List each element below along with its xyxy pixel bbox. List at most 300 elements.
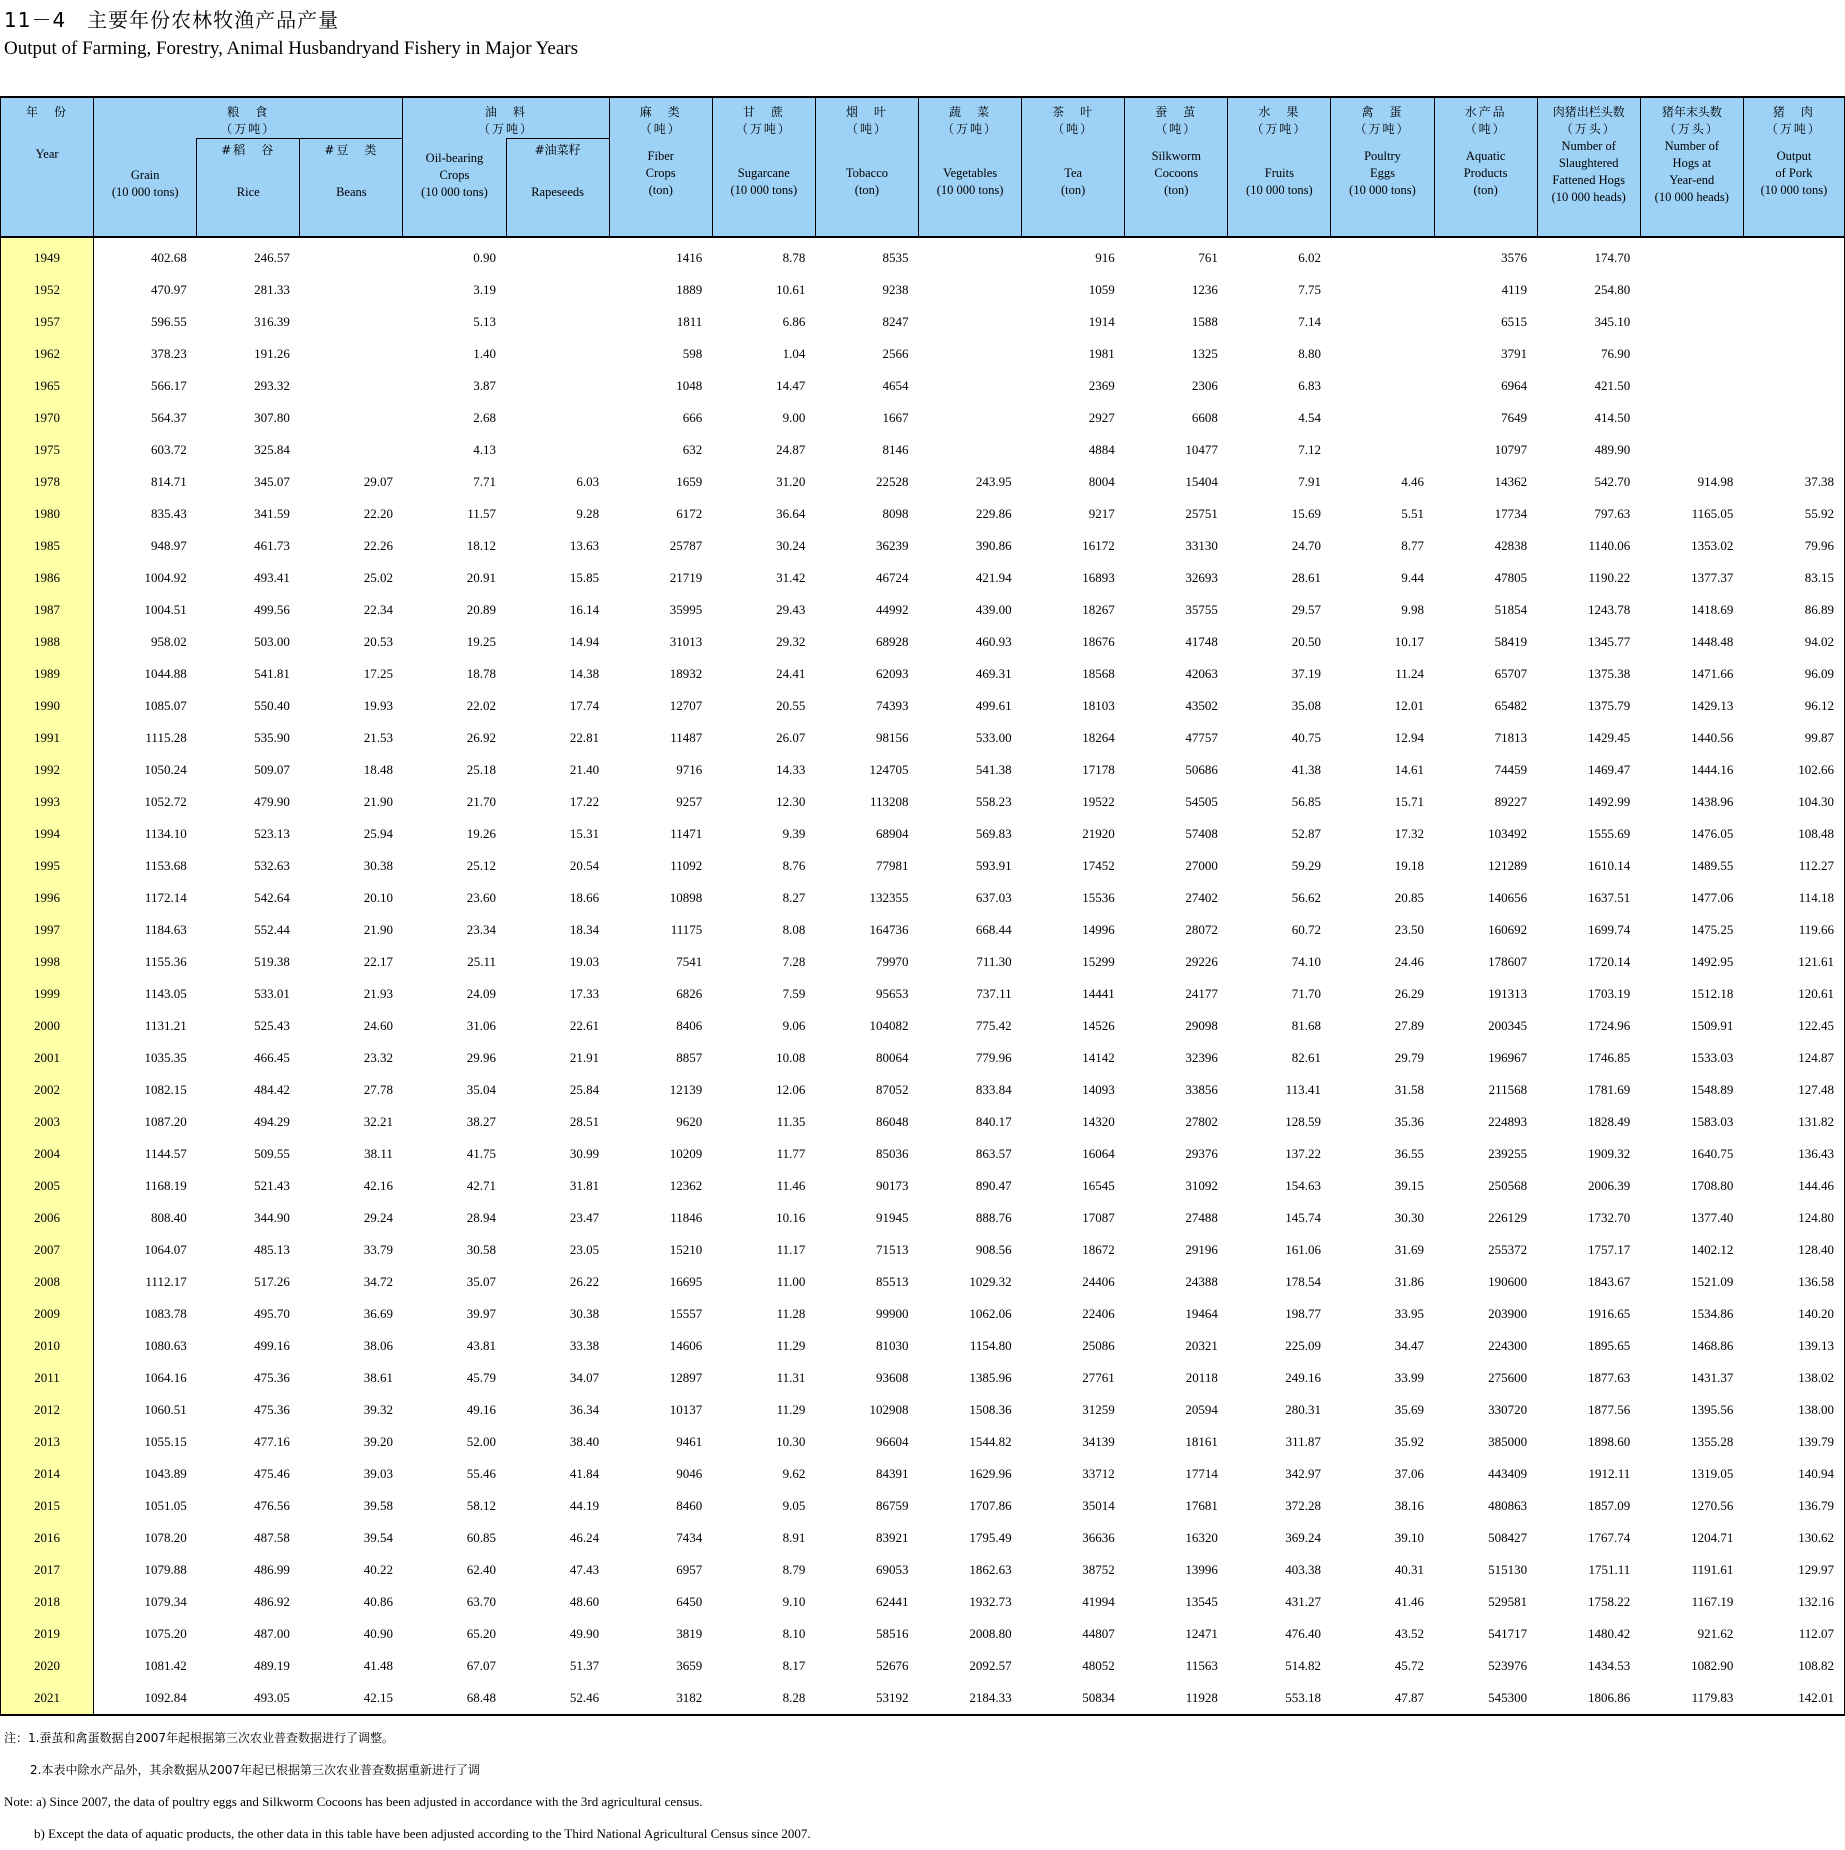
value-cell — [1331, 274, 1434, 306]
value-cell: 65.20 — [466, 1626, 497, 1641]
value-cell: 1048 — [676, 378, 703, 393]
value-cell: 39.10 — [1394, 1530, 1425, 1545]
value-cell: 6.83 — [1298, 378, 1321, 393]
value-cell: 28.94 — [466, 1210, 497, 1225]
year-cell: 1965 — [1, 370, 94, 402]
value-cell: 2092.57 — [969, 1658, 1012, 1673]
value-cell: 31.86 — [1394, 1274, 1425, 1289]
header-grain-total: Grain (10 000 tons) — [94, 139, 197, 238]
table-row — [1, 498, 1845, 530]
value-cell: 18676 — [1082, 634, 1115, 649]
table-row — [1, 306, 1845, 338]
year-cell: 2021 — [1, 1682, 94, 1715]
year-cell: 2000 — [1, 1010, 94, 1042]
value-cell: 10.17 — [1394, 634, 1425, 649]
value-cell: 34.72 — [363, 1274, 393, 1289]
value-cell: 20.50 — [1291, 634, 1321, 649]
value-cell: 108.82 — [1743, 1650, 1844, 1682]
value-cell: 17452 — [1082, 858, 1115, 873]
value-cell: 14.94 — [569, 634, 600, 649]
value-cell: 1155.36 — [144, 954, 187, 969]
value-cell: 5.51 — [1401, 506, 1425, 521]
value-cell: 1064.16 — [144, 1370, 187, 1385]
value-cell: 6826 — [676, 986, 703, 1001]
value-cell: 6450 — [676, 1594, 703, 1609]
value-cell: 489.90 — [1594, 442, 1631, 457]
value-cell: 487.58 — [254, 1530, 290, 1545]
value-cell: 29376 — [1185, 1146, 1218, 1161]
value-cell: 16172 — [1082, 538, 1115, 553]
value-cell — [300, 237, 403, 274]
value-cell: 1079.34 — [144, 1594, 187, 1609]
value-cell: 11092 — [670, 858, 703, 873]
table-row — [1, 1650, 1845, 1682]
value-cell — [506, 402, 609, 434]
value-cell: 9.00 — [782, 410, 806, 425]
value-cell: 12.94 — [1394, 730, 1425, 745]
value-cell: 25.12 — [466, 858, 497, 873]
value-cell: 53192 — [815, 1682, 918, 1715]
value-cell: 1588 — [1191, 314, 1218, 329]
header-slaughtered-hogs: 肉猪出栏头数 （万头） Number of Slaughtered Fattened Hogs (10 000 heads) — [1537, 97, 1640, 237]
value-cell: 31.69 — [1394, 1242, 1425, 1257]
value-cell: 737.11 — [976, 986, 1012, 1001]
value-cell: 8004 — [1088, 474, 1115, 489]
value-cell: 21.53 — [363, 730, 393, 745]
value-cell: 1377.37 — [1691, 570, 1734, 585]
value-cell: 509.55 — [254, 1146, 290, 1161]
value-cell: 25.18 — [466, 762, 497, 777]
value-cell: 23.05 — [569, 1242, 600, 1257]
value-cell: 36.69 — [363, 1306, 393, 1321]
value-cell: 31013 — [669, 634, 703, 649]
value-cell: 1050.24 — [144, 762, 187, 777]
table-row — [1, 1330, 1845, 1362]
value-cell: 33.38 — [569, 1338, 600, 1353]
value-cell: 475.46 — [254, 1466, 290, 1481]
value-cell: 30.38 — [569, 1306, 600, 1321]
value-cell: 52.46 — [506, 1682, 609, 1715]
value-cell: 114.18 — [1743, 882, 1844, 914]
value-cell: 144.46 — [1743, 1170, 1844, 1202]
value-cell: 50834 — [1022, 1682, 1125, 1715]
value-cell — [1743, 338, 1844, 370]
value-cell: 138.02 — [1743, 1362, 1844, 1394]
value-cell: 25751 — [1185, 506, 1218, 521]
year-cell: 1986 — [1, 562, 94, 594]
value-cell: 71513 — [876, 1242, 909, 1257]
value-cell: 128.40 — [1743, 1234, 1844, 1266]
value-cell: 95653 — [876, 986, 909, 1001]
value-cell: 833.84 — [975, 1082, 1012, 1097]
value-cell — [1640, 306, 1743, 338]
value-cell: 533.00 — [975, 730, 1012, 745]
value-cell: 98156 — [876, 730, 909, 745]
value-cell: 485.13 — [254, 1242, 290, 1257]
table-row — [1, 818, 1845, 850]
value-cell: 1476.05 — [1691, 826, 1734, 841]
value-cell: 11563 — [1185, 1658, 1218, 1673]
value-cell: 22.17 — [363, 954, 393, 969]
value-cell: 1375.38 — [1588, 666, 1631, 681]
value-cell: 1438.96 — [1691, 794, 1734, 809]
value-cell: 22.20 — [363, 506, 393, 521]
value-cell: 8406 — [676, 1018, 703, 1033]
value-cell — [506, 370, 609, 402]
value-cell: 85513 — [876, 1274, 909, 1289]
value-cell: 24406 — [1082, 1274, 1115, 1289]
data-table-container — [0, 96, 1845, 1716]
value-cell: 637.03 — [975, 890, 1012, 905]
value-cell: 541717 — [1488, 1626, 1528, 1641]
value-cell: 140.94 — [1743, 1458, 1844, 1490]
value-cell: 38.27 — [466, 1114, 497, 1129]
value-cell: 139.13 — [1743, 1330, 1844, 1362]
value-cell — [300, 338, 403, 370]
value-cell: 11.29 — [776, 1402, 806, 1417]
value-cell: 124.80 — [1743, 1202, 1844, 1234]
table-row — [1, 1586, 1845, 1618]
value-cell: 20.91 — [466, 570, 497, 585]
table-row — [1, 1010, 1845, 1042]
value-cell: 385000 — [1488, 1434, 1528, 1449]
table-row — [1, 594, 1845, 626]
value-cell: 15536 — [1082, 890, 1115, 905]
value-cell: 11471 — [670, 826, 703, 841]
year-cell: 1987 — [1, 594, 94, 626]
value-cell: 90173 — [876, 1178, 909, 1193]
value-cell: 33.95 — [1394, 1306, 1425, 1321]
value-cell: 307.80 — [254, 410, 290, 425]
value-cell: 1898.60 — [1588, 1434, 1631, 1449]
value-cell: 8.77 — [1401, 538, 1425, 553]
value-cell: 89227 — [1494, 794, 1528, 809]
year-cell: 1996 — [1, 882, 94, 914]
value-cell: 8.10 — [782, 1626, 806, 1641]
value-cell: 7.71 — [473, 474, 497, 489]
table-row — [1, 1554, 1845, 1586]
value-cell: 668.44 — [975, 922, 1012, 937]
value-cell: 12.01 — [1394, 698, 1425, 713]
header-rice: #稻 谷 Rice — [197, 139, 300, 238]
value-cell: 1489.55 — [1691, 858, 1734, 873]
value-cell: 26.07 — [776, 730, 806, 745]
header-oil-crops: 油 料 （万吨） — [403, 97, 609, 139]
value-cell: 41.38 — [1291, 762, 1321, 777]
value-cell: 29196 — [1185, 1242, 1218, 1257]
value-cell: 18.48 — [363, 762, 393, 777]
value-cell: 15557 — [669, 1306, 703, 1321]
value-cell: 10137 — [669, 1402, 703, 1417]
value-cell: 16.14 — [569, 602, 600, 617]
value-cell: 20.55 — [776, 698, 806, 713]
value-cell: 14526 — [1082, 1018, 1115, 1033]
value-cell: 1082.90 — [1691, 1658, 1734, 1673]
value-cell: 25.84 — [569, 1082, 600, 1097]
value-cell: 26.22 — [569, 1274, 600, 1289]
value-cell: 1385.96 — [969, 1370, 1012, 1385]
value-cell: 38.61 — [363, 1370, 393, 1385]
value-cell: 84391 — [876, 1466, 909, 1481]
value-cell: 18672 — [1082, 1242, 1115, 1257]
year-cell: 1998 — [1, 946, 94, 978]
value-cell: 20.85 — [1394, 890, 1425, 905]
header-rapeseeds: #油菜籽 Rapeseeds — [506, 139, 609, 238]
year-cell: 2003 — [1, 1106, 94, 1138]
value-cell: 16893 — [1082, 570, 1115, 585]
value-cell: 11.31 — [776, 1370, 806, 1385]
value-cell — [1640, 237, 1743, 274]
value-cell: 39.97 — [466, 1306, 497, 1321]
value-cell: 378.23 — [150, 346, 187, 361]
value-cell: 40.31 — [1394, 1562, 1425, 1577]
table-row — [1, 754, 1845, 786]
value-cell: 74.10 — [1291, 954, 1321, 969]
value-cell: 255372 — [1488, 1242, 1528, 1257]
value-cell: 22.61 — [569, 1018, 600, 1033]
value-cell: 18.34 — [569, 922, 600, 937]
value-cell: 11.35 — [776, 1114, 806, 1129]
value-cell: 127.48 — [1743, 1074, 1844, 1106]
header-tea: 茶 叶 （吨） Tea (ton) — [1022, 97, 1125, 237]
table-row — [1, 914, 1845, 946]
table-row — [1, 338, 1845, 370]
value-cell: 532.63 — [254, 858, 290, 873]
value-cell — [919, 434, 1022, 466]
table-row — [1, 466, 1845, 498]
value-cell: 1078.20 — [144, 1530, 187, 1545]
value-cell: 281.33 — [254, 282, 290, 297]
value-cell: 44.19 — [569, 1498, 600, 1513]
value-cell: 10898 — [669, 890, 703, 905]
table-row — [1, 722, 1845, 754]
table-row — [1, 1618, 1845, 1650]
value-cell: 7.12 — [1298, 442, 1321, 457]
value-cell: 461.73 — [254, 538, 290, 553]
value-cell: 1055.15 — [144, 1434, 187, 1449]
value-cell: 113.41 — [1285, 1082, 1321, 1097]
value-cell: 42063 — [1185, 666, 1218, 681]
value-cell: 60.85 — [466, 1530, 497, 1545]
value-cell: 808.40 — [150, 1210, 187, 1225]
value-cell: 521.43 — [254, 1178, 290, 1193]
value-cell: 34.47 — [1394, 1338, 1425, 1353]
value-cell: 12.30 — [776, 794, 806, 809]
value-cell: 39.20 — [363, 1434, 393, 1449]
table-row — [1, 658, 1845, 690]
value-cell: 49.16 — [466, 1402, 497, 1417]
value-cell: 29.24 — [363, 1210, 393, 1225]
value-cell: 93608 — [876, 1370, 909, 1385]
value-cell: 140.20 — [1743, 1298, 1844, 1330]
value-cell: 128.59 — [1285, 1114, 1321, 1129]
value-cell: 17087 — [1082, 1210, 1115, 1225]
value-cell: 1179.83 — [1640, 1682, 1743, 1715]
value-cell: 3.87 — [473, 378, 497, 393]
table-row — [1, 1106, 1845, 1138]
value-cell — [1743, 402, 1844, 434]
value-cell: 503.00 — [254, 634, 290, 649]
value-cell: 1534.86 — [1691, 1306, 1734, 1321]
value-cell: 9238 — [882, 282, 909, 297]
value-cell: 1429.13 — [1691, 698, 1734, 713]
value-cell: 160692 — [1488, 922, 1528, 937]
value-cell: 7.14 — [1298, 314, 1321, 329]
value-cell: 293.32 — [254, 378, 290, 393]
value-cell: 1843.67 — [1588, 1274, 1631, 1289]
value-cell: 921.62 — [1697, 1626, 1734, 1641]
table-row — [1, 1522, 1845, 1554]
value-cell: 8247 — [882, 314, 909, 329]
value-cell: 254.80 — [1594, 282, 1631, 297]
value-cell: 1440.56 — [1691, 730, 1734, 745]
value-cell: 18103 — [1082, 698, 1115, 713]
value-cell: 104082 — [869, 1018, 909, 1033]
value-cell: 85036 — [876, 1146, 909, 1161]
year-cell: 1990 — [1, 690, 94, 722]
year-cell: 1952 — [1, 274, 94, 306]
value-cell: 863.57 — [975, 1146, 1012, 1161]
value-cell: 7.75 — [1298, 282, 1321, 297]
value-cell: 18568 — [1082, 666, 1115, 681]
value-cell: 36239 — [876, 538, 909, 553]
value-cell: 51.37 — [569, 1658, 600, 1673]
value-cell: 112.07 — [1743, 1618, 1844, 1650]
value-cell: 1877.63 — [1588, 1370, 1631, 1385]
value-cell: 8857 — [676, 1050, 703, 1065]
value-cell: 489.19 — [254, 1658, 290, 1673]
value-cell: 460.93 — [975, 634, 1012, 649]
value-cell: 1029.32 — [969, 1274, 1012, 1289]
value-cell: 8.78 — [712, 237, 815, 274]
value-cell: 469.31 — [975, 666, 1012, 681]
value-cell — [300, 306, 403, 338]
value-cell: 8.79 — [782, 1562, 806, 1577]
value-cell: 36.34 — [569, 1402, 600, 1417]
header-pork: 猪 肉 （万吨） Output of Pork (10 000 tons) — [1743, 97, 1844, 237]
value-cell: 553.18 — [1228, 1682, 1331, 1715]
value-cell: 16064 — [1082, 1146, 1115, 1161]
value-cell: 62093 — [876, 666, 909, 681]
value-cell: 139.79 — [1743, 1426, 1844, 1458]
value-cell: 50686 — [1185, 762, 1218, 777]
value-cell: 49.90 — [569, 1626, 600, 1641]
value-cell: 1469.47 — [1588, 762, 1631, 777]
year-cell: 2005 — [1, 1170, 94, 1202]
value-cell: 369.24 — [1285, 1530, 1321, 1545]
value-cell: 48052 — [1082, 1658, 1115, 1673]
value-cell: 1509.91 — [1691, 1018, 1734, 1033]
value-cell: 174.70 — [1537, 237, 1640, 274]
value-cell: 1236 — [1191, 282, 1218, 297]
value-cell: 33856 — [1185, 1082, 1218, 1097]
value-cell: 7.28 — [782, 954, 806, 969]
value-cell: 59.29 — [1291, 858, 1321, 873]
value-cell: 1795.49 — [969, 1530, 1012, 1545]
value-cell: 17.74 — [569, 698, 600, 713]
value-cell — [300, 370, 403, 402]
value-cell: 15.31 — [569, 826, 600, 841]
value-cell: 57408 — [1185, 826, 1218, 841]
value-cell: 1092.84 — [94, 1682, 197, 1715]
value-cell: 14.38 — [569, 666, 600, 681]
value-cell: 775.42 — [975, 1018, 1012, 1033]
value-cell: 1355.28 — [1691, 1434, 1734, 1449]
table-row — [1, 1138, 1845, 1170]
value-cell: 6.02 — [1228, 237, 1331, 274]
value-cell: 19464 — [1185, 1306, 1218, 1321]
header-year: 年 份 Year — [1, 97, 94, 237]
value-cell: 9046 — [676, 1466, 703, 1481]
value-cell: 4884 — [1088, 442, 1115, 457]
value-cell: 545300 — [1434, 1682, 1537, 1715]
value-cell: 9.62 — [782, 1466, 806, 1481]
value-cell — [1640, 434, 1743, 466]
value-cell: 21719 — [669, 570, 703, 585]
value-cell: 22.02 — [466, 698, 497, 713]
value-cell: 13.63 — [569, 538, 600, 553]
value-cell: 1877.56 — [1588, 1402, 1631, 1417]
value-cell: 39.15 — [1394, 1178, 1425, 1193]
value-cell: 21.70 — [466, 794, 497, 809]
value-cell: 35.69 — [1394, 1402, 1425, 1417]
value-cell: 67.07 — [466, 1658, 497, 1673]
value-cell: 5.13 — [473, 314, 497, 329]
value-cell: 1154.80 — [969, 1338, 1012, 1353]
value-cell: 8146 — [882, 442, 909, 457]
value-cell: 529581 — [1488, 1594, 1528, 1609]
header-oil-crops-total: Oil-bearing Crops (10 000 tons) — [403, 139, 506, 238]
value-cell: 22.26 — [363, 538, 393, 553]
value-cell: 43.81 — [466, 1338, 497, 1353]
value-cell: 523976 — [1488, 1658, 1528, 1673]
value-cell: 178607 — [1488, 954, 1528, 969]
value-cell: 120.61 — [1743, 978, 1844, 1010]
value-cell: 40.90 — [363, 1626, 393, 1641]
value-cell — [1743, 274, 1844, 306]
value-cell: 7.59 — [782, 986, 806, 1001]
value-cell: 1075.20 — [144, 1626, 187, 1641]
value-cell: 11487 — [670, 730, 703, 745]
value-cell: 486.92 — [254, 1594, 290, 1609]
value-cell: 36636 — [1082, 1530, 1115, 1545]
value-cell: 914.98 — [1697, 474, 1734, 489]
value-cell: 71.70 — [1291, 986, 1321, 1001]
value-cell: 1204.71 — [1691, 1530, 1734, 1545]
value-cell: 16695 — [669, 1274, 703, 1289]
value-cell: 1629.96 — [969, 1466, 1012, 1481]
value-cell: 476.40 — [1285, 1626, 1321, 1641]
value-cell: 39.32 — [363, 1402, 393, 1417]
value-cell: 35.04 — [466, 1082, 497, 1097]
value-cell: 1035.35 — [144, 1050, 187, 1065]
value-cell — [919, 370, 1022, 402]
year-cell: 2015 — [1, 1490, 94, 1522]
value-cell: 224300 — [1488, 1338, 1528, 1353]
header-beans: #豆 类 Beans — [300, 139, 403, 238]
header-silkworm-cocoons: 蚕 茧 （吨） Silkworm Cocoons (ton) — [1125, 97, 1228, 237]
value-cell: 108.48 — [1743, 818, 1844, 850]
value-cell: 178.54 — [1285, 1274, 1321, 1289]
table-row — [1, 1266, 1845, 1298]
value-cell: 4119 — [1501, 282, 1528, 297]
value-cell: 1480.42 — [1588, 1626, 1631, 1641]
value-cell: 20321 — [1185, 1338, 1218, 1353]
year-cell: 2017 — [1, 1554, 94, 1586]
year-cell: 1957 — [1, 306, 94, 338]
value-cell: 17.32 — [1394, 826, 1425, 841]
value-cell: 91945 — [876, 1210, 909, 1225]
